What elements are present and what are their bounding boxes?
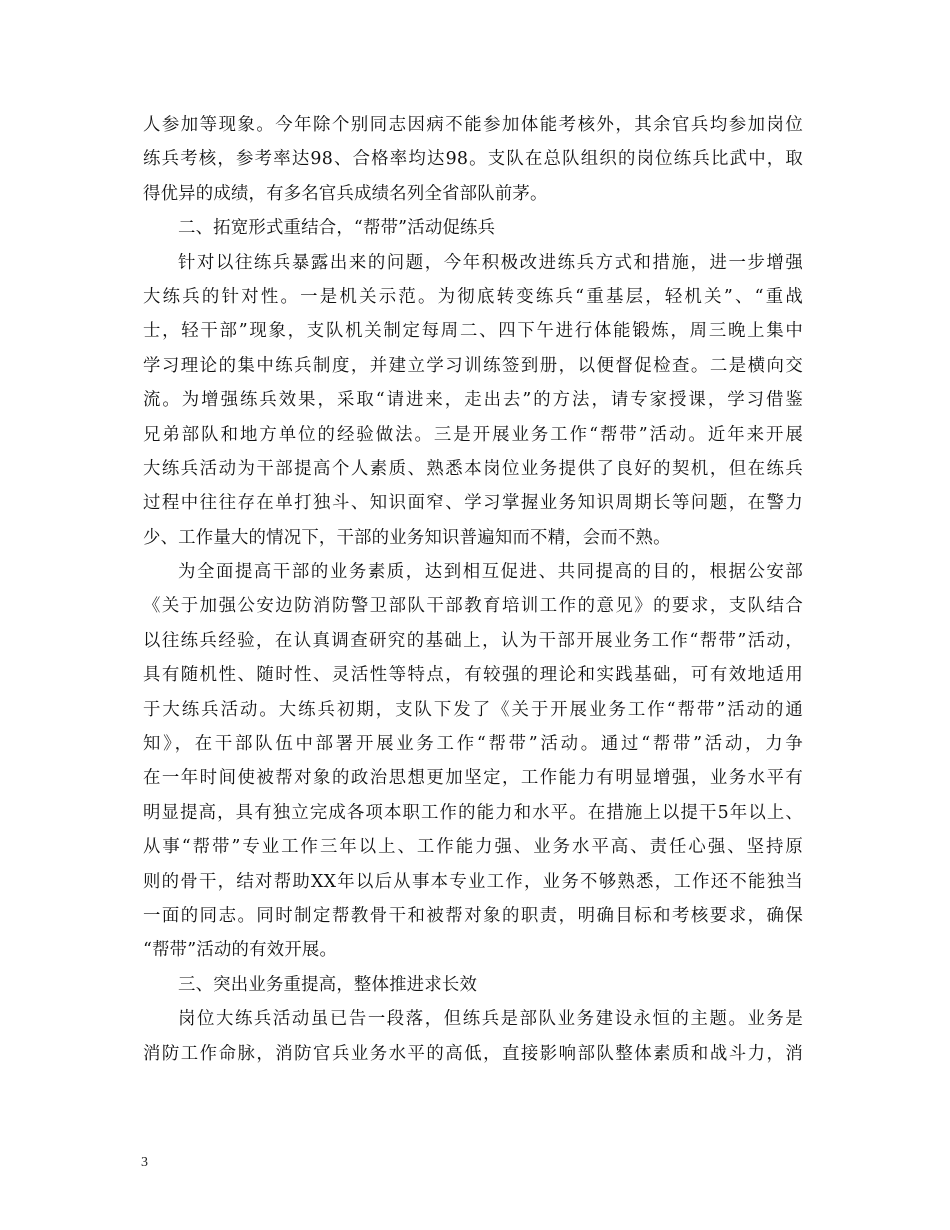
text-line: 练兵考核，参考率达98、合格率均达98。支队在总队组织的岗位练兵比武中，取 [143,149,803,170]
text-line: 少、工作量大的情况下，干部的业务知识普遍知而不精，会而不熟。 [143,527,671,548]
text-line: 岗位大练兵活动虽已告一段落，但练兵是部队业务建设永恒的主题。业务是 [178,1009,803,1030]
text-line: 得优异的成绩，有多名官兵成绩名列全省部队前茅。 [143,183,548,204]
body-text [143,108,803,1071]
text-line: 兄弟部队和地方单位的经验做法。三是开展业务工作“帮带”活动。近年来开展 [143,424,803,445]
text-line: 二、拓宽形式重结合，“帮带”活动促练兵 [178,218,496,239]
text-line: 学习理论的集中练兵制度，并建立学习训练签到册，以便督促检查。二是横向交 [143,355,803,376]
text-line: 具有随机性、随时性、灵活性等特点，有较强的理论和实践基础，可有效地适用 [143,665,803,686]
text-line: 为全面提高干部的业务素质，达到相互促进、共同提高的目的，根据公安部 [178,562,803,583]
text-line: 在一年时间使被帮对象的政治思想更加坚定，工作能力有明显增强，业务水平有 [143,768,803,789]
text-line: 士，轻干部”现象，支队机关制定每周二、四下午进行体能锻炼，周三晚上集中 [143,321,803,342]
text-line: 流。为增强练兵效果，采取“请进来，走出去”的方法，请专家授课，学习借鉴 [143,390,803,411]
text-line: 针对以往练兵暴露出来的问题，今年积极改进练兵方式和措施，进一步增强 [178,252,803,273]
text-line: 过程中往往存在单打独斗、知识面窄、学习掌握业务知识周期长等问题，在警力 [143,493,803,514]
text-line: 则的骨干，结对帮助XX年以后从事本专业工作，业务不够熟悉，工作还不能独当 [143,871,803,892]
text-line: 以往练兵经验，在认真调查研究的基础上，认为干部开展业务工作“帮带”活动， [143,630,803,651]
text-line: 一面的同志。同时制定帮教骨干和被帮对象的职责，明确目标和考核要求，确保 [143,905,803,926]
text-line: 从事“帮带”专业工作三年以上、工作能力强、业务水平高、责任心强、坚持原 [143,837,803,858]
text-line: 消防工作命脉，消防官兵业务水平的高低，直接影响部队整体素质和战斗力，消 [143,1043,803,1064]
text-line: 知》，在干部队伍中部署开展业务工作“帮带”活动。通过“帮带”活动，力争 [143,734,803,755]
text-line: 大练兵活动为干部提高个人素质、熟悉本岗位业务提供了良好的契机，但在练兵 [143,458,803,479]
text-line: “帮带”活动的有效开展。 [143,940,338,961]
text-line: 三、突出业务重提高，整体推进求长效 [178,974,478,995]
page-number: 3 [141,1155,148,1170]
text-line: 明显提高，具有独立完成各项本职工作的能力和水平。在措施上以提干5年以上、 [143,802,803,823]
text-line: 于大练兵活动。大练兵初期，支队下发了《关于开展业务工作“帮带”活动的通 [143,699,803,720]
text-line: 《关于加强公安边防消防警卫部队干部教育培训工作的意见》的要求，支队结合 [143,596,803,617]
text-line: 大练兵的针对性。一是机关示范。为彻底转变练兵“重基层，轻机关”、“重战 [143,286,803,307]
text-line: 人参加等现象。今年除个别同志因病不能参加体能考核外，其余官兵均参加岗位 [143,115,803,135]
